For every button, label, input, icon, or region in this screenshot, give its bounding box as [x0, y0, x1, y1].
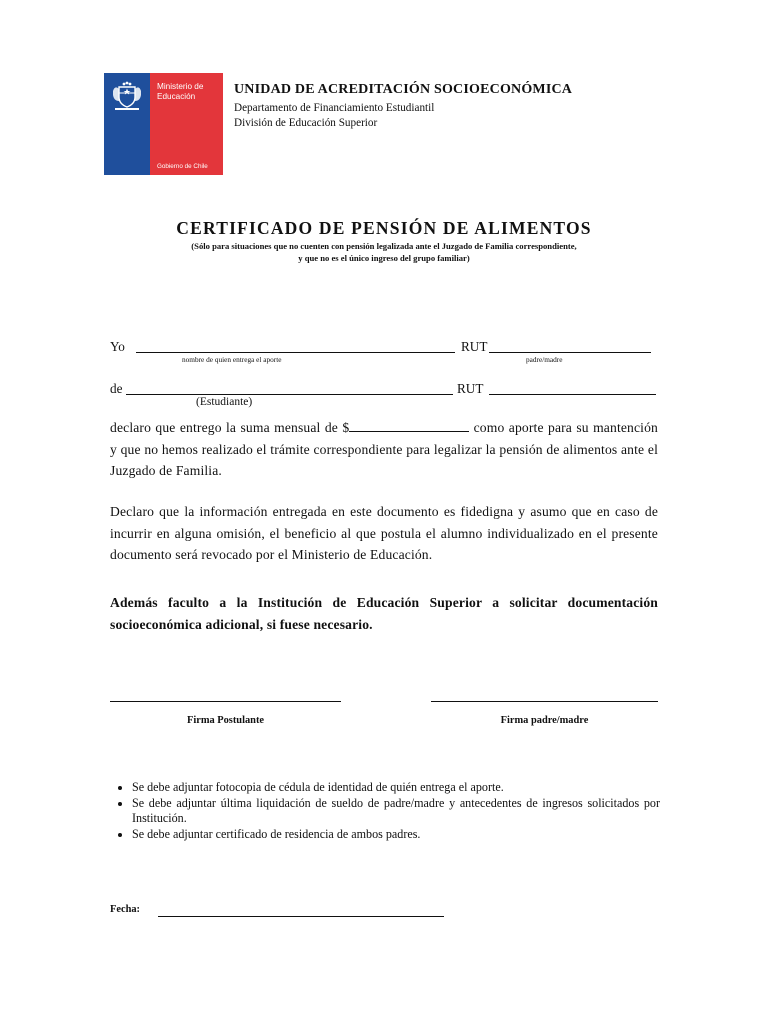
- logo-ministry-text: [157, 82, 203, 101]
- unit-subtitle: [234, 101, 434, 131]
- label-rut-student: RUT: [457, 381, 484, 396]
- unit-title: UNIDAD DE ACREDITACIÓN SOCIOECONÓMICA: [234, 82, 573, 97]
- label-yo: Yo: [110, 339, 125, 354]
- subtitle-line-1: (Sólo para situaciones que no cuenten con pensión legalizada ante el Juzgado de Familia correspondiente,: [191, 241, 577, 251]
- parent-signature-line[interactable]: [431, 701, 658, 702]
- logo-ministry-line1: Ministerio de: [157, 82, 204, 91]
- hint-parent: padre/madre: [526, 355, 563, 364]
- label-de: de: [110, 381, 123, 396]
- logo-government-text: Gobierno de Chile: [157, 163, 208, 170]
- hint-student: (Estudiante): [196, 396, 253, 408]
- parent-signature-label: Firma padre/madre: [500, 715, 589, 726]
- authorization-paragraph: Además faculto a la Institución de Educación Superior a solicitar documentación socioeconómica adicional, si fuese necesario.: [110, 595, 658, 632]
- requirement-item: • Se debe adjuntar última liquidación de sueldo de padre/madre y antecedentes de ingresos solicitados por Institución.: [132, 796, 660, 827]
- subtitle-line-2: y que no es el único ingreso del grupo familiar): [298, 253, 470, 263]
- logo-blue-panel: [104, 73, 150, 175]
- declaration-paragraph-1: [110, 417, 658, 482]
- student-rut-field[interactable]: [489, 394, 656, 395]
- giver-rut-field[interactable]: [489, 352, 651, 353]
- division-name: División de Educación Superior: [234, 117, 378, 129]
- date-field[interactable]: [158, 916, 444, 917]
- monthly-amount-field[interactable]: [349, 419, 469, 432]
- requirement-item: • Se debe adjuntar certificado de residencia de ambos padres.: [132, 827, 660, 843]
- department-name: Departamento de Financiamiento Estudiantil: [234, 102, 435, 114]
- declaration-paragraph-2: Declaro que la información entregada en este documento es fidedigna y asumo que en caso de incurrir en alguna omisión, el beneficio al que postula el alumno individualizado en el presente documento será revocado por el Ministerio de Educación.: [110, 504, 658, 562]
- requirements-list: [110, 780, 660, 842]
- label-rut-giver: RUT: [461, 339, 488, 354]
- logo-ministry-line2: Educación: [157, 91, 196, 101]
- coat-of-arms-icon: [111, 81, 143, 111]
- requirement-item: • Se debe adjuntar fotocopia de cédula de identidad de quién entrega el aporte.: [132, 780, 660, 796]
- giver-name-field[interactable]: [136, 352, 455, 353]
- p1-text-before: declaro que entrego la suma mensual de $: [110, 420, 350, 435]
- date-label: Fecha:: [110, 904, 141, 915]
- ministry-logo: [104, 73, 223, 175]
- applicant-signature-label: Firma Postulante: [186, 715, 265, 726]
- hint-giver-name: nombre de quien entrega el aporte: [182, 355, 282, 364]
- applicant-signature-line[interactable]: [110, 701, 341, 702]
- p1-text-after: como aporte para su mantención y que no hemos realizado el trámite correspondiente para legalizar la pensión de alimentos ante el Juzgado de Familia.: [110, 420, 659, 478]
- document-subtitle: [0, 240, 768, 264]
- document-title: CERTIFICADO DE PENSIÓN DE ALIMENTOS: [176, 218, 592, 238]
- student-name-field[interactable]: [126, 394, 453, 395]
